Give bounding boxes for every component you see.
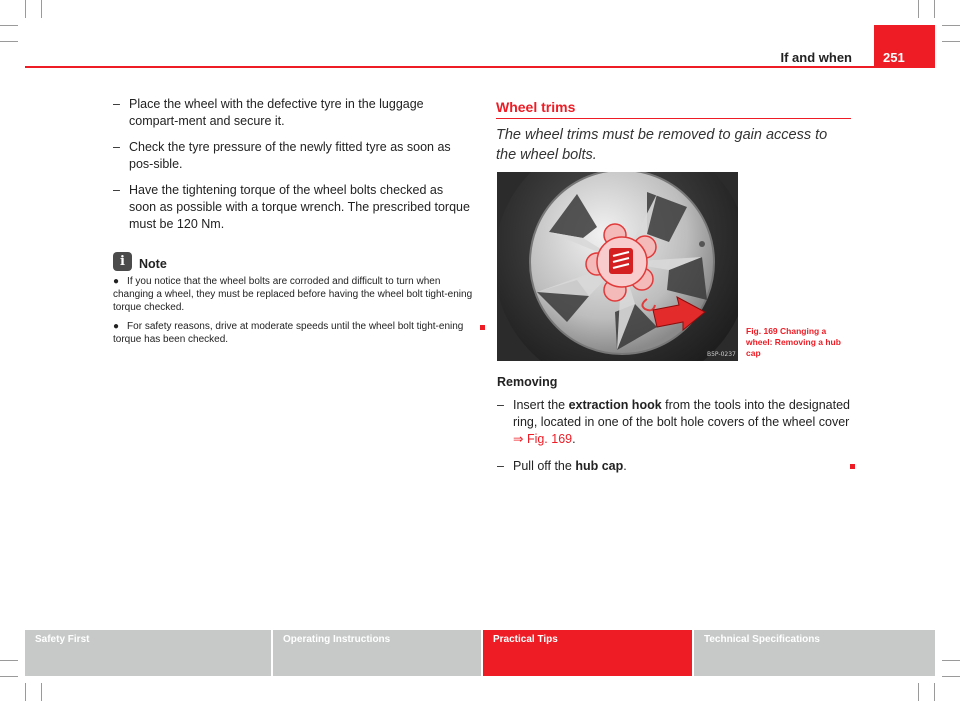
section-end-mark bbox=[480, 325, 485, 330]
left-column bbox=[113, 96, 473, 352]
dash-marker: – bbox=[113, 183, 120, 197]
step-text-end: . bbox=[623, 459, 627, 473]
footer-nav bbox=[25, 630, 935, 676]
footer-tab-safety-first[interactable]: Safety First bbox=[25, 630, 271, 676]
instruction-step bbox=[497, 397, 852, 448]
step-text: Have the tightening torque of the wheel bolts checked as soon as possible with a torque wrench. The prescribed torque must be 120 Nm. bbox=[129, 183, 470, 231]
step-text-post: from the tools into the designated ring, located in one of the bolt hole covers of the wheel cover bbox=[513, 398, 850, 429]
crop-mark bbox=[934, 0, 935, 18]
note-header bbox=[113, 251, 473, 271]
crop-mark bbox=[0, 41, 18, 42]
section-rule bbox=[496, 118, 851, 119]
section-end-mark bbox=[850, 464, 855, 469]
instruction-step bbox=[497, 458, 852, 475]
page-number: 251 bbox=[874, 25, 935, 67]
right-column-text bbox=[497, 374, 852, 485]
crop-mark bbox=[942, 660, 960, 661]
crop-mark bbox=[0, 676, 18, 677]
step-text-bold: hub cap bbox=[575, 459, 624, 473]
dash-marker: – bbox=[497, 398, 504, 412]
dash-marker: – bbox=[113, 140, 120, 154]
step-text-end: . bbox=[572, 432, 576, 446]
instruction-step bbox=[113, 139, 473, 173]
crop-mark bbox=[942, 676, 960, 677]
section-title: Wheel trims bbox=[496, 99, 576, 115]
crop-mark bbox=[0, 25, 18, 26]
figure-link[interactable]: ⇒ Fig. 169 bbox=[513, 432, 573, 446]
info-icon: i bbox=[113, 252, 132, 271]
instruction-step bbox=[113, 182, 473, 233]
dash-marker: – bbox=[113, 97, 120, 111]
note-text: For safety reasons, drive at moderate speeds until the wheel bolt tight-ening torque has been checked. bbox=[113, 321, 464, 345]
figure-caption: Fig. 169 Changing a wheel: Removing a hub cap bbox=[746, 326, 841, 358]
figure-code: B5P-0237 bbox=[707, 351, 736, 358]
wheel-figure bbox=[497, 172, 738, 361]
step-text: Check the tyre pressure of the newly fitted tyre as soon as pos-sible. bbox=[129, 140, 451, 171]
instruction-step bbox=[113, 96, 473, 130]
crop-mark bbox=[942, 41, 960, 42]
step-text-pre: Pull off the bbox=[513, 459, 576, 473]
crop-mark bbox=[918, 0, 919, 18]
crop-mark bbox=[934, 683, 935, 701]
subheading: Removing bbox=[497, 375, 558, 389]
crop-mark bbox=[25, 683, 26, 701]
wheel-illustration bbox=[497, 172, 738, 361]
intro-text: The wheel trims must be removed to gain access to the wheel bolts. bbox=[496, 127, 828, 163]
crop-mark bbox=[918, 683, 919, 701]
crop-mark bbox=[942, 25, 960, 26]
note-title: Note bbox=[139, 257, 167, 271]
footer-tab-operating-instructions[interactable]: Operating Instructions bbox=[273, 630, 481, 676]
dash-marker: – bbox=[497, 459, 504, 473]
crop-mark bbox=[25, 0, 26, 18]
step-text-bold: extraction hook bbox=[568, 398, 662, 412]
crop-mark bbox=[41, 683, 42, 701]
bullet: ● bbox=[113, 321, 120, 332]
footer-tab-practical-tips[interactable]: Practical Tips bbox=[483, 630, 692, 676]
note-text: If you notice that the wheel bolts are corroded and difficult to turn when changing a wheel, they must be replaced before having the wheel bolt tight-ening torque checked. bbox=[113, 276, 473, 313]
step-text-pre: Insert the bbox=[513, 398, 569, 412]
step-text: Place the wheel with the defective tyre in the luggage compart-ment and secure it. bbox=[129, 97, 424, 128]
header-rule bbox=[25, 66, 935, 68]
crop-mark bbox=[41, 0, 42, 18]
note-item bbox=[113, 275, 473, 314]
crop-mark bbox=[0, 660, 18, 661]
running-header-title: If and when bbox=[780, 50, 852, 65]
bullet: ● bbox=[113, 276, 120, 287]
footer-tab-technical-specifications[interactable]: Technical Specifications bbox=[694, 630, 935, 676]
note-item bbox=[113, 320, 473, 346]
